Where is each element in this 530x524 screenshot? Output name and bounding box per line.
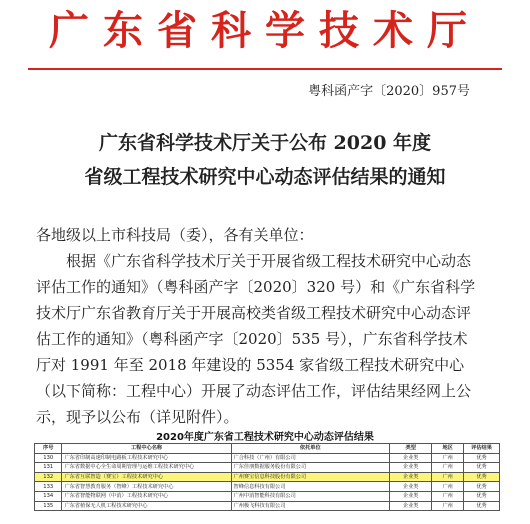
row-region: 广州 [432, 472, 464, 482]
row-type: 企业类 [390, 453, 432, 463]
row-host-unit: 广东佳朋数据服务股份有限公司 [231, 463, 390, 473]
row-index: 135 [35, 501, 62, 511]
row-result: 优秀 [464, 472, 500, 482]
header-region: 地区 [432, 444, 464, 454]
row-index: 134 [35, 491, 62, 501]
row-type: 企业类 [390, 482, 432, 492]
document-number: 粤科函产字〔2020〕957号 [308, 84, 470, 99]
row-result: 优秀 [464, 491, 500, 501]
table-row [35, 463, 500, 473]
row-host-unit: 智峰信息科技有限公司 [231, 482, 390, 492]
table-row [35, 453, 500, 463]
row-index: 132 [35, 472, 62, 482]
row-result: 优秀 [464, 501, 500, 511]
row-index: 130 [35, 453, 62, 463]
letterhead-divider [28, 68, 502, 70]
row-type: 企业类 [390, 472, 432, 482]
row-center-name: 广东省智能物联网（中消）工程技术研究中心 [62, 491, 231, 501]
row-host-unit: 广州赛宝信息科技股份有限公司 [231, 472, 390, 482]
results-table [34, 443, 500, 511]
row-center-name: 广东省印制高速印制电路板工程技术研究中心 [62, 453, 231, 463]
row-index: 131 [35, 463, 62, 473]
table-row [35, 491, 500, 501]
row-center-name: 广东省智慧教育服务（智峰）工程技术研究中心 [62, 482, 231, 492]
row-region: 广州 [432, 463, 464, 473]
row-region: 广州 [432, 482, 464, 492]
row-index: 133 [35, 482, 62, 492]
row-center-name: 广东省数据中心全生命周期管理与运维工程技术研究中心 [62, 463, 231, 473]
notice-title-line-1: 广东省科学技术厅关于公布 2020 年度 [98, 132, 432, 154]
table-title: 2020年度广东省工程技术研究中心动态评估结果 [156, 432, 374, 443]
header-host-unit: 依托单位 [231, 444, 390, 454]
notice-title-line-2: 省级工程技术研究中心动态评估结果的通知 [84, 166, 446, 188]
header-index: 序号 [35, 444, 62, 454]
row-host-unit: 广州中消智能科技有限公司 [231, 491, 390, 501]
header-type: 类型 [390, 444, 432, 454]
row-result: 优秀 [464, 453, 500, 463]
row-region: 广州 [432, 453, 464, 463]
table-row [35, 472, 500, 482]
row-result: 优秀 [464, 463, 500, 473]
row-region: 广州 [432, 491, 464, 501]
row-type: 企业类 [390, 501, 432, 511]
header-result: 评估结果 [464, 444, 500, 454]
row-region: 广州 [432, 501, 464, 511]
row-result: 优秀 [464, 482, 500, 492]
row-center-name: 广东省互联智造（赛宝）工程技术研究中心 [62, 472, 231, 482]
letterhead-title: 广东省科学技术厅 [49, 7, 481, 54]
row-center-name: 广东省植保无人机工程技术研究中心 [62, 501, 231, 511]
row-host-unit: 广合科技（广州）有限公司 [231, 453, 390, 463]
table-row [35, 501, 500, 511]
row-type: 企业类 [390, 491, 432, 501]
table-row [35, 482, 500, 492]
table-header-row [35, 444, 500, 454]
row-type: 企业类 [390, 463, 432, 473]
row-host-unit: 广州极飞科技有限公司 [231, 501, 390, 511]
body-paragraph: 根据《广东省科学技术厅关于开展省级工程技术研究中心动态评估工作的通知》（粤科函产字〔2020〕320 号）和《广东省科学技术厅广东省教育厅关于开展高校类省级工程技术研究中心动态评估工作的通知》（粤科函产字〔2020〕535 号），广东省科学技术厅对 1991 年至 2018 年建设的 5354 家省级工程技术研究中心（以下简称：工程中心）开展了动态评估工作，评估结果经网上公示，现予以公布（详见附件）。 [36, 252, 476, 426]
salutation: 各地级以上市科技局（委），各有关单位： [36, 226, 314, 244]
header-center-name: 工程中心名称 [62, 444, 231, 454]
